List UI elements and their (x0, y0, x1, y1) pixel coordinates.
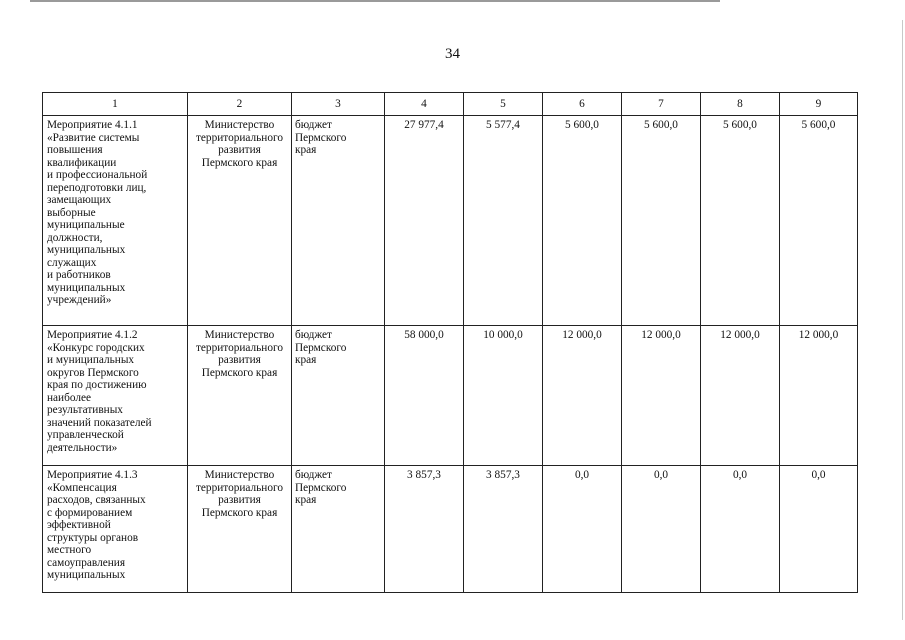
activity-line: местного (47, 544, 92, 556)
activity-line: с формированием (47, 506, 133, 519)
amount-cell: 3 857,3 (464, 466, 543, 593)
activity-line: «Развитие системы (47, 131, 140, 144)
scan-edge-top (30, 0, 720, 2)
activity-line: и работников (47, 269, 111, 281)
executor-line: Министерство (204, 329, 275, 341)
activity-line: муниципальных (47, 281, 126, 294)
column-header: 2 (188, 93, 292, 116)
amount-cell: 10 000,0 (464, 326, 543, 466)
amount-cell: 0,0 (780, 466, 858, 593)
activity-line: выборные (47, 206, 96, 219)
table-row (43, 466, 858, 593)
executor-line: территориального (195, 481, 284, 494)
executor-line: развития (218, 144, 261, 156)
amount-cell: 5 600,0 (622, 116, 701, 326)
amount-cell: 0,0 (622, 466, 701, 593)
activity-line: значений показателей (47, 416, 152, 429)
amount-cell: 27 977,4 (385, 116, 464, 326)
source-line: края (295, 144, 317, 156)
activity-cell (43, 466, 188, 593)
table-row (43, 116, 858, 326)
executor-line: Министерство (204, 119, 275, 131)
executor-line: развития (218, 354, 261, 366)
header-row (43, 93, 858, 116)
amount-cell: 12 000,0 (780, 326, 858, 466)
activity-line: и муниципальных (47, 354, 135, 366)
executor-line: Министерство (204, 469, 275, 481)
amount-cell: 12 000,0 (701, 326, 780, 466)
activity-line: расходов, связанных (47, 494, 146, 506)
amount-cell: 5 577,4 (464, 116, 543, 326)
column-header: 3 (292, 93, 385, 116)
activity-line: Мероприятие 4.1.3 (47, 469, 138, 481)
activity-line: «Конкурс городских (47, 341, 145, 354)
page-number: 34 (445, 46, 460, 62)
amount-cell: 12 000,0 (543, 326, 622, 466)
activity-line: «Компенсация (47, 481, 117, 494)
amount-cell: 3 857,3 (385, 466, 464, 593)
activity-line: должности, (47, 231, 103, 244)
activity-line: переподготовки лиц, (47, 181, 147, 194)
activity-line: самоуправления (47, 556, 126, 569)
executor-cell (188, 466, 292, 593)
source-line: Пермского (295, 481, 347, 494)
column-header: 7 (622, 93, 701, 116)
amount-cell: 5 600,0 (780, 116, 858, 326)
activity-line: структуры органов (47, 531, 139, 544)
budget-table (42, 92, 858, 593)
activity-line: эффективной (47, 519, 111, 531)
activity-cell (43, 326, 188, 466)
activity-line: муниципальных (47, 244, 126, 256)
source-line: бюджет (295, 119, 332, 131)
column-header: 4 (385, 93, 464, 116)
activity-line: Мероприятие 4.1.1 (47, 119, 138, 131)
activity-cell (43, 116, 188, 326)
column-header: 1 (43, 93, 188, 116)
activity-line: результативных (47, 404, 123, 416)
column-header: 5 (464, 93, 543, 116)
amount-cell: 58 000,0 (385, 326, 464, 466)
activity-line: муниципальные (47, 219, 125, 231)
source-line: края (295, 494, 317, 506)
activity-line: деятельности» (47, 441, 118, 454)
funding-source-cell (292, 326, 385, 466)
source-line: бюджет (295, 329, 332, 341)
activity-line: управленческой (47, 429, 124, 441)
column-header: 6 (543, 93, 622, 116)
amount-cell: 12 000,0 (622, 326, 701, 466)
activity-line: и профессиональной (47, 169, 148, 181)
activity-line: Мероприятие 4.1.2 (47, 329, 138, 341)
executor-line: Пермского края (201, 366, 278, 379)
amount-cell: 5 600,0 (543, 116, 622, 326)
table-row (43, 326, 858, 466)
activity-line: округов Пермского (47, 366, 139, 379)
executor-cell (188, 326, 292, 466)
executor-line: Пермского края (201, 506, 278, 519)
activity-line: замещающих (47, 194, 112, 206)
activity-line: квалификации (47, 156, 117, 169)
activity-line: края по достижению (47, 379, 147, 391)
activity-line: муниципальных (47, 569, 126, 581)
activity-line: наиболее (47, 391, 92, 404)
amount-cell: 0,0 (543, 466, 622, 593)
funding-source-cell (292, 466, 385, 593)
executor-line: развития (218, 494, 261, 506)
activity-line: служащих (47, 256, 97, 269)
executor-line: территориального (195, 341, 284, 354)
activity-line: повышения (47, 144, 103, 156)
column-header: 8 (701, 93, 780, 116)
amount-cell: 0,0 (701, 466, 780, 593)
executor-line: территориального (195, 131, 284, 144)
funding-source-cell (292, 116, 385, 326)
executor-cell (188, 116, 292, 326)
amount-cell: 5 600,0 (701, 116, 780, 326)
source-line: края (295, 354, 317, 366)
source-line: Пермского (295, 341, 347, 354)
scan-edge-right (902, 20, 903, 620)
source-line: бюджет (295, 469, 332, 481)
activity-line: учреждений» (47, 294, 112, 306)
source-line: Пермского (295, 131, 347, 144)
column-header: 9 (780, 93, 858, 116)
executor-line: Пермского края (201, 156, 278, 169)
